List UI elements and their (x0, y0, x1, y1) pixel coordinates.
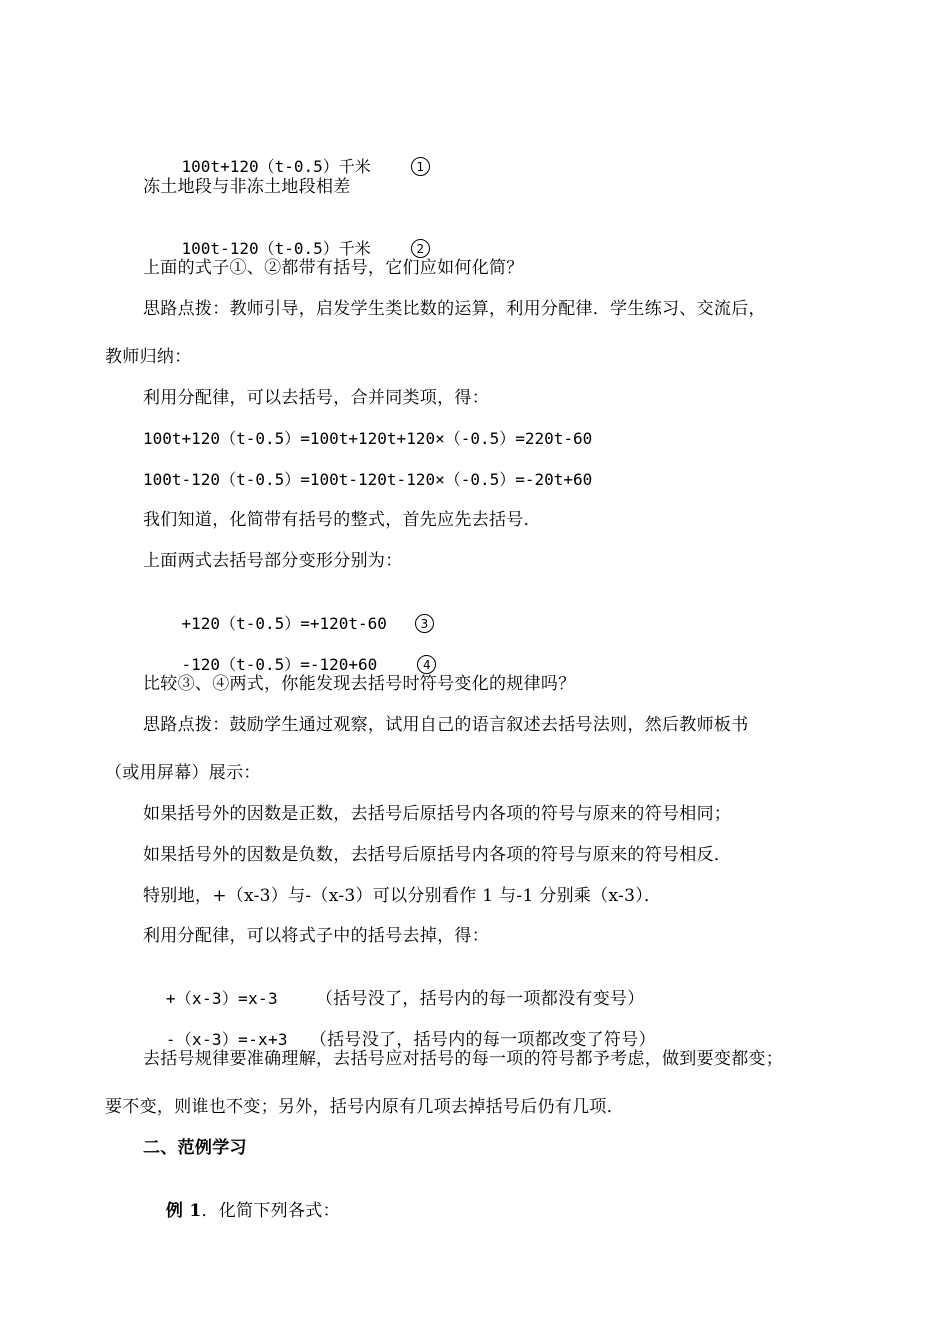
expression-text: +（x-3）=x-3 (165, 989, 278, 1008)
expression-text: 100t+120（t-0.5）千米 (181, 157, 371, 176)
equation-line-9: 100t-120（t-0.5）=100t-120t-120×（-0.5）=-20t+60 (143, 470, 593, 489)
question-line: 上面的式子①、②都带有括号，它们应如何化简？ (143, 258, 524, 278)
circled-number-3: 3 (415, 614, 434, 633)
annotation-text: （括号没了，括号内的每一项都没有变号） (315, 989, 645, 1009)
section-heading: 二、范例学习 (143, 1138, 247, 1158)
expression-text: +120（t-0.5）=+120t-60 (181, 614, 387, 633)
text-line-19: 特别地，+（x-3）与-（x-3）可以分别看作 1 与-1 分别乘（x-3）． (143, 886, 662, 906)
equation-line-8: 100t+120（t-0.5）=100t+120t+120×（-0.5）=220t-60 (143, 429, 593, 448)
hint-paragraph-1-line-2: 教师归纳： (105, 347, 192, 367)
example-1-line (143, 1178, 340, 1244)
example-label: 例 1 (165, 1201, 202, 1221)
text-line-11: 上面两式去括号部分变形分别为： (143, 551, 403, 571)
annotation-text: （括号没了，括号内的每一项都改变了符号） (309, 1030, 656, 1050)
text-line-7: 利用分配律，可以去括号，合并同类项，得： (143, 388, 489, 408)
circled-number-4: 4 (417, 655, 436, 674)
circled-number-2: 2 (411, 239, 430, 258)
rule-positive: 如果括号外的因数是正数，去括号后原括号内各项的符号与原来的符号相同； (143, 804, 732, 824)
hint-paragraph-1-line-1: 思路点拨：教师引导，启发学生类比数的运算，利用分配律．学生练习、交流后， (143, 299, 766, 319)
text-line-20: 利用分配律，可以将式子中的括号去掉，得： (143, 926, 489, 946)
expression-text: 100t-120（t-0.5）千米 (181, 239, 371, 258)
example-prompt: ．化简下列各式： (201, 1201, 340, 1221)
expression-text: -120（t-0.5）=-120+60 (181, 655, 378, 674)
expression-text: -（x-3）=-x+3 (165, 1030, 288, 1049)
text-line-10: 我们知道，化简带有括号的整式，首先应先去括号． (143, 510, 541, 530)
hint-paragraph-2-line-2: （或用屏幕）展示： (105, 763, 261, 783)
summary-paragraph-line-2: 要不变，则谁也不变；另外，括号内原有几项去掉括号后仍有几项． (105, 1097, 624, 1117)
hint-paragraph-2-line-1: 思路点拨：鼓励学生通过观察，试用自己的语言叙述去括号法则，然后教师板书 (143, 715, 749, 735)
rule-negative: 如果括号外的因数是负数，去括号后原括号内各项的符号与原来的符号相反． (143, 845, 732, 865)
circled-number-1: 1 (411, 157, 430, 176)
summary-paragraph-line-1: 去括号规律要准确理解，去括号应对括号的每一项的符号都予考虑，做到要变都变； (143, 1049, 784, 1069)
text-line-2: 冻土地段与非冻土地段相差 (143, 177, 351, 197)
question-line-14: 比较③、④两式，你能发现去括号时符号变化的规律吗？ (143, 674, 576, 694)
